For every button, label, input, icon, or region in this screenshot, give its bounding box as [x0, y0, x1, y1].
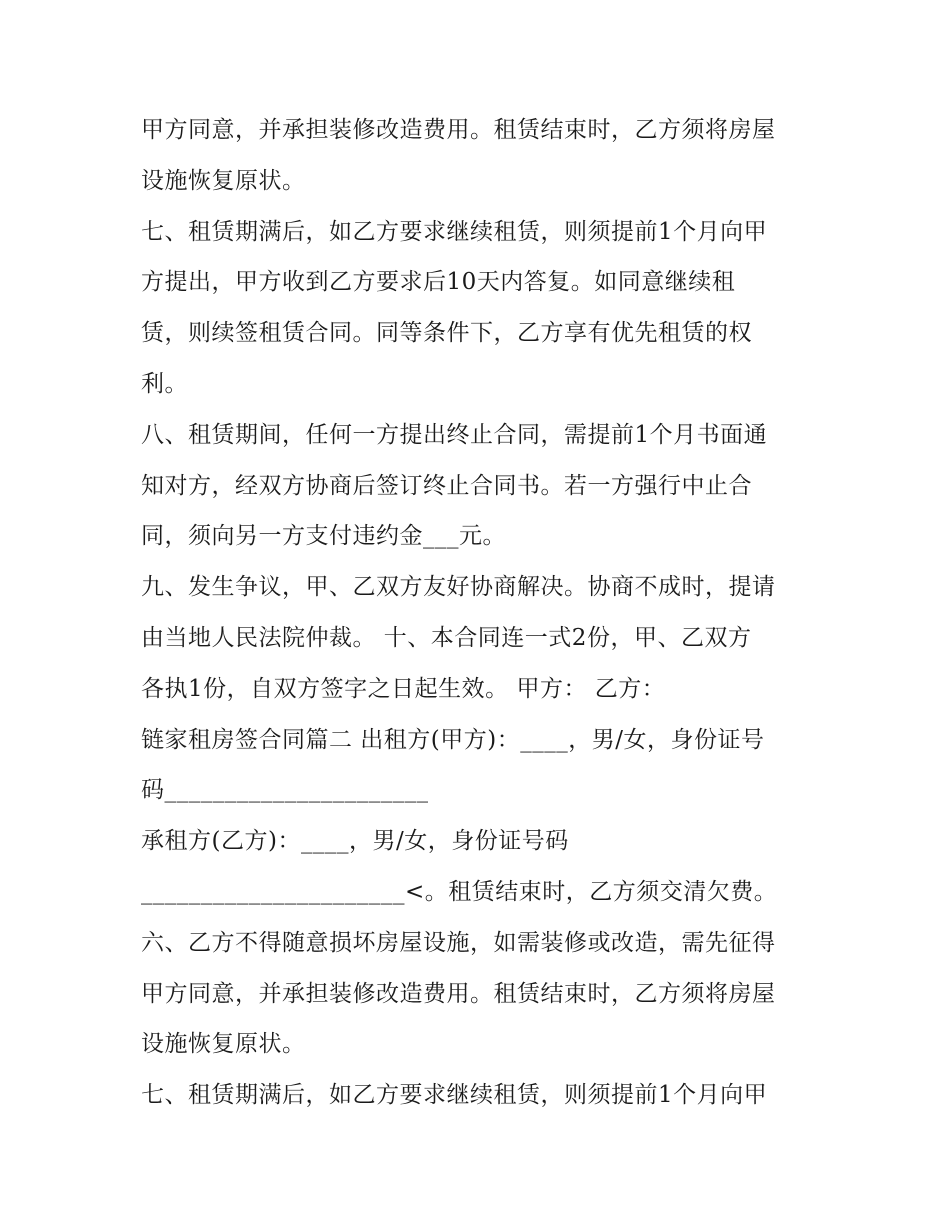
text-line: 各执1份，自双方签字之日起生效。 甲方： 乙方： — [141, 675, 666, 702]
text-line: 设施恢复原状。 — [141, 167, 306, 194]
text-line: 七、租赁期满后，如乙方要求继续租赁，则须提前1个月向甲 — [141, 218, 768, 245]
text-line: 甲方同意，并承担装修改造费用。租赁结束时，乙方须将房屋 — [141, 117, 776, 143]
document-body — [141, 105, 841, 1121]
text-line: 由当地人民法院仲裁。 十、本合同连一式2份，甲、乙双方 — [141, 624, 752, 651]
text-line: 九、发生争议，甲、乙双方友好协商解决。协商不成时，提请 — [141, 574, 776, 601]
text-line: 链家租房签合同篇二 出租方(甲方)：____，男/女，身份证号 — [141, 726, 765, 753]
text-line: 同，须向另一方支付违约金___元。 — [141, 523, 506, 550]
text-line: ______________________<。租赁结束时，乙方须交清欠费。 — [141, 878, 778, 905]
text-line: 甲方同意，并承担装修改造费用。租赁结束时，乙方须将房屋 — [141, 980, 776, 1007]
text-line: 八、租赁期间，任何一方提出终止合同，需提前1个月书面通 — [141, 421, 768, 448]
text-line: 利。 — [141, 370, 188, 397]
text-line: 码______________________ — [141, 777, 429, 804]
text-line: 赁，则续签租赁合同。同等条件下，乙方享有优先租赁的权 — [141, 320, 752, 347]
text-line: 知对方，经双方协商后签订终止合同书。若一方强行中止合 — [141, 472, 752, 499]
text-line: 方提出，甲方收到乙方要求后10天内答复。如同意继续租 — [141, 269, 736, 296]
text-line: 七、租赁期满后，如乙方要求继续租赁，则须提前1个月向甲 — [141, 1082, 768, 1109]
text-line: 承租方(乙方)：____，男/女，身份证号码 — [141, 828, 569, 855]
text-line: 设施恢复原状。 — [141, 1031, 306, 1058]
text-line: 六、乙方不得随意损坏房屋设施，如需装修或改造，需先征得 — [141, 929, 776, 956]
